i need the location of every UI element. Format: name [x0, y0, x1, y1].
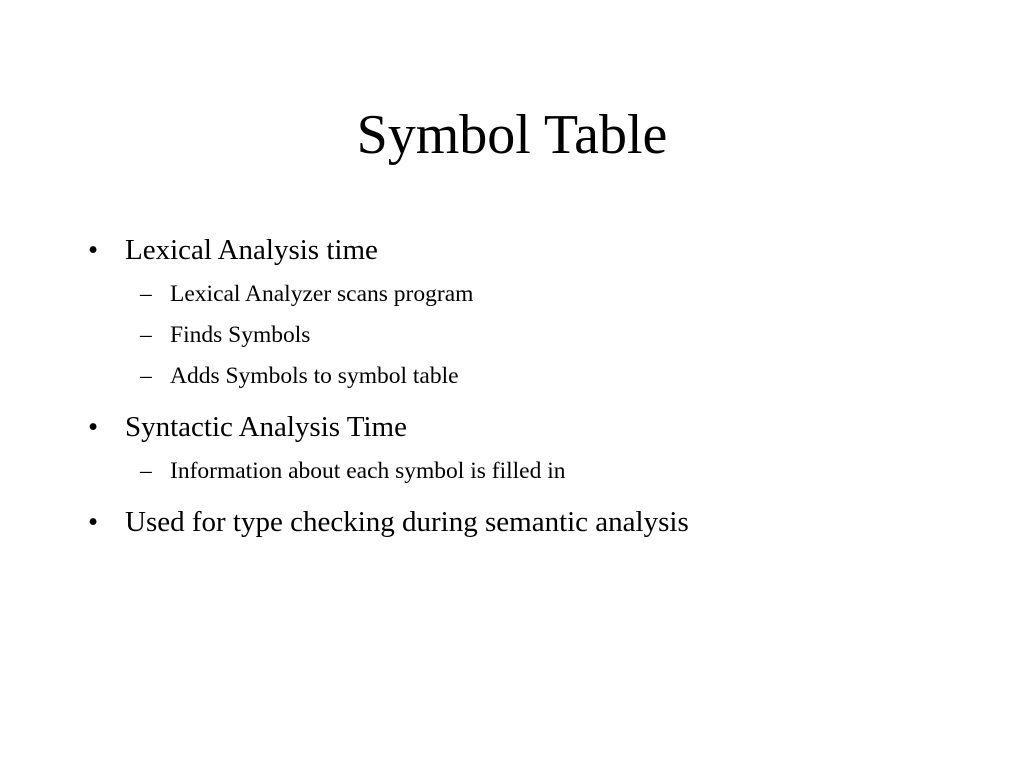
sub-list: [88, 274, 988, 397]
bullet-text: Syntactic Analysis Time: [125, 411, 407, 443]
slide-title: Symbol Table: [356, 104, 668, 166]
sub-list: [88, 451, 988, 492]
sub-item: [88, 356, 988, 397]
sub-item-text: Lexical Analyzer scans program: [170, 281, 474, 307]
sub-item-text: Information about each symbol is filled in: [170, 458, 566, 484]
dash-icon: –: [140, 458, 152, 484]
bullet-icon: •: [88, 411, 99, 443]
dash-icon: –: [140, 322, 152, 348]
dash-icon: –: [140, 281, 152, 307]
sub-item: [88, 451, 988, 492]
bullet-item: [88, 228, 988, 272]
bullet-icon: •: [88, 506, 99, 538]
bullet-icon: •: [88, 234, 99, 266]
bullet-text: Used for type checking during semantic analysis: [125, 506, 689, 538]
sub-item: [88, 315, 988, 356]
bullet-text: Lexical Analysis time: [125, 234, 378, 266]
slide-content: [88, 228, 988, 546]
sub-item-text: Adds Symbols to symbol table: [170, 363, 459, 389]
dash-icon: –: [140, 363, 152, 389]
bullet-item: [88, 405, 988, 449]
sub-item: [88, 274, 988, 315]
sub-item-text: Finds Symbols: [170, 322, 311, 348]
bullet-item: [88, 500, 988, 544]
